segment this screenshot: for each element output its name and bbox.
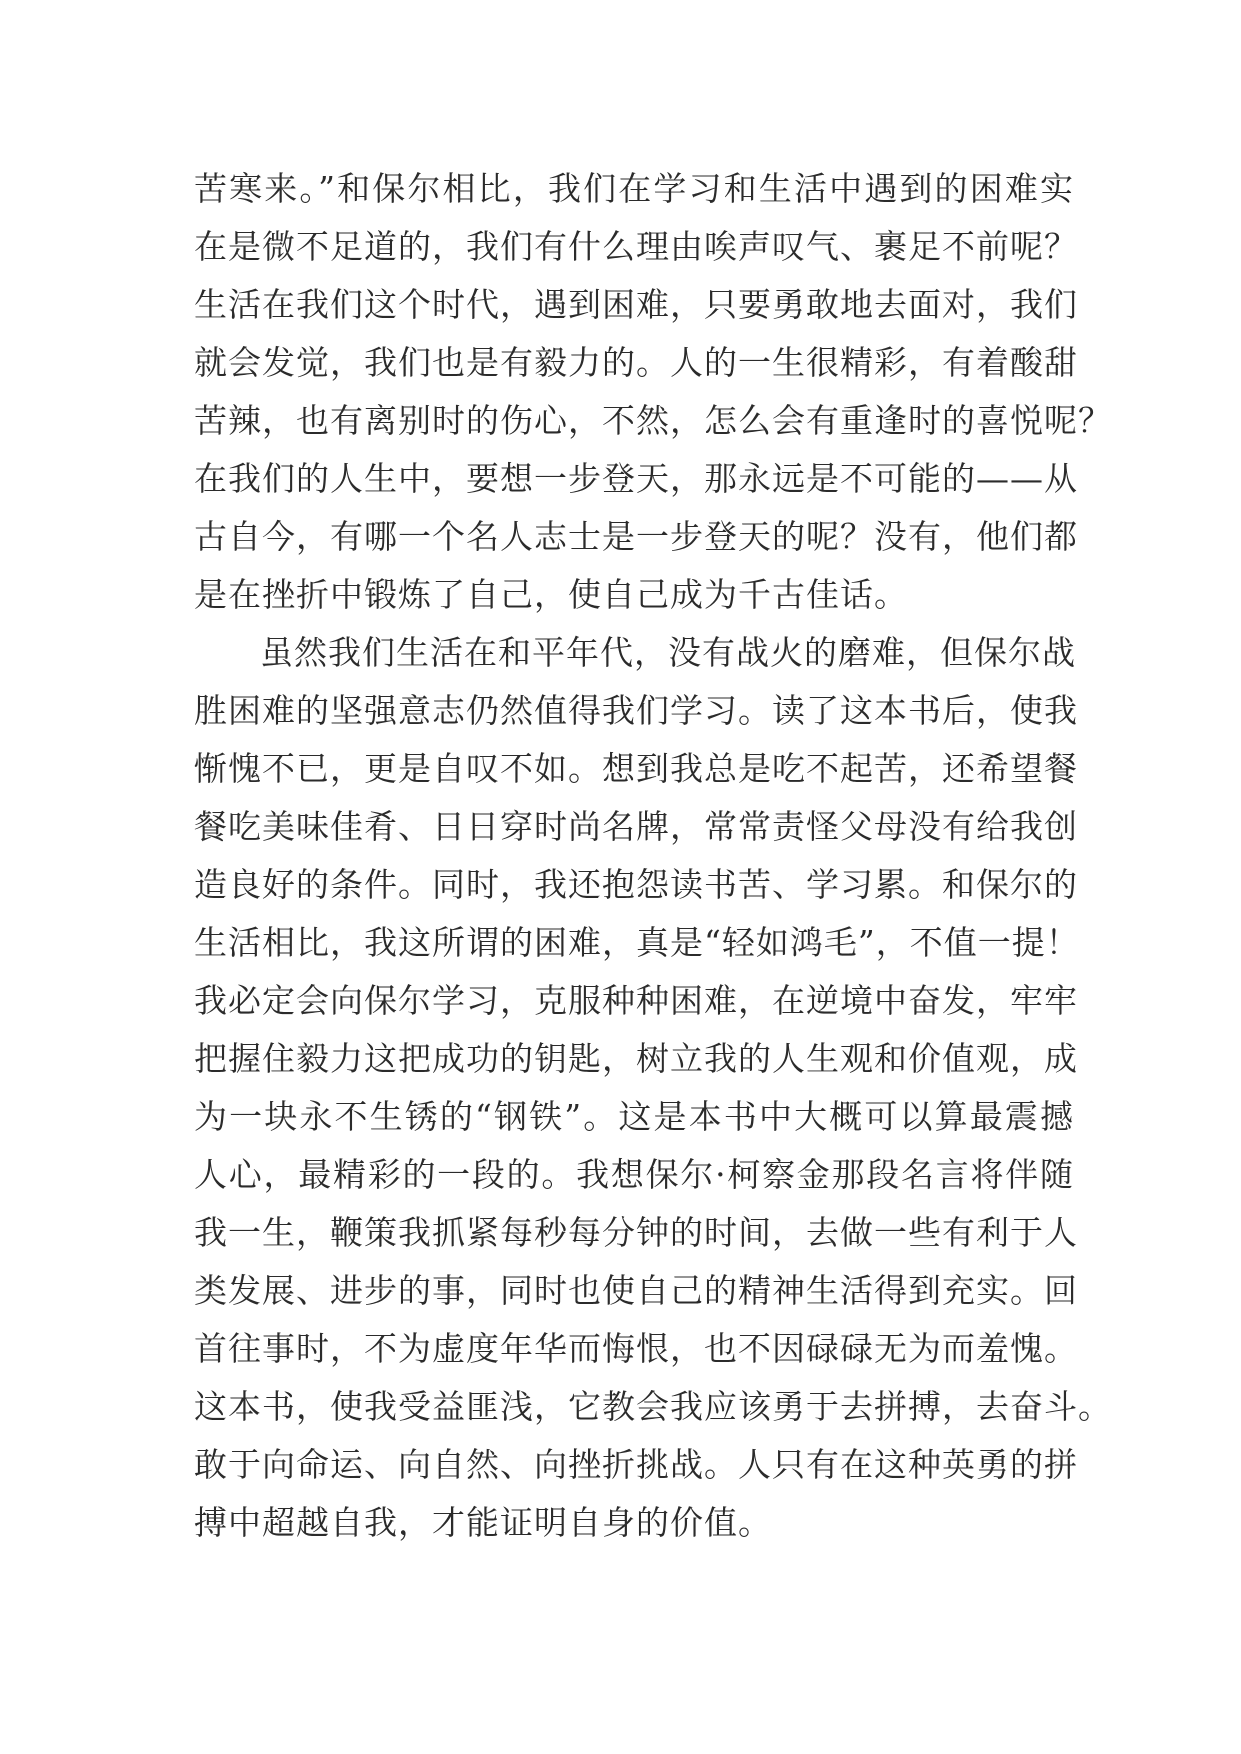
- text-line: 搏中超越自我，才能证明自身的价值。: [194, 1503, 772, 1542]
- text-line: 我一生，鞭策我抓紧每秒每分钟的时间，去做一些有利于人: [194, 1213, 1078, 1252]
- text-line: 敢于向命运、向自然、向挫折挑战。人只有在这种英勇的拼: [194, 1445, 1078, 1484]
- text-line: 就会发觉，我们也是有毅力的。人的一生很精彩，有着酸甜: [194, 343, 1078, 382]
- paragraph-2: [194, 624, 1112, 1552]
- text-line: 我必定会向保尔学习，克服种种困难，在逆境中奋发，牢牢: [194, 981, 1078, 1020]
- text-line: 人心，最精彩的一段的。我想保尔·柯察金那段名言将伴随: [194, 1155, 1074, 1194]
- text-line: 餐吃美味佳肴、日日穿时尚名牌，常常责怪父母没有给我创: [194, 807, 1078, 846]
- text-line: 是在挫折中锻炼了自己，使自己成为千古佳话。: [194, 575, 908, 614]
- text-line: 这本书，使我受益匪浅，它教会我应该勇于去拼搏，去奋斗。: [194, 1387, 1112, 1426]
- text-line: 类发展、进步的事，同时也使自己的精神生活得到充实。回: [194, 1271, 1078, 1310]
- text-line: 生活相比，我这所谓的困难，真是“轻如鸿毛”，不值一提！: [194, 923, 1080, 962]
- text-line: 把握住毅力这把成功的钥匙，树立我的人生观和价值观，成: [194, 1039, 1078, 1078]
- text-line: 在我们的人生中，要想一步登天，那永远是不可能的——从: [194, 459, 1078, 498]
- text-line: 为一块永不生锈的“钢铁”。这是本书中大概可以算最震撼: [194, 1097, 1074, 1136]
- text-line: 在是微不足道的，我们有什么理由唉声叹气、裹足不前呢？: [194, 227, 1078, 266]
- text-line: 生活在我们这个时代，遇到困难，只要勇敢地去面对，我们: [194, 285, 1078, 324]
- text-line: 胜困难的坚强意志仍然值得我们学习。读了这本书后，使我: [194, 691, 1078, 730]
- essay-body: [194, 160, 1112, 1552]
- text-line: 首往事时，不为虚度年华而悔恨，也不因碌碌无为而羞愧。: [194, 1329, 1078, 1368]
- paragraph-1: [194, 160, 1112, 624]
- text-line: 苦辣，也有离别时的伤心，不然，怎么会有重逢时的喜悦呢？: [194, 401, 1112, 440]
- text-line: 虽然我们生活在和平年代，没有战火的磨难，但保尔战: [260, 633, 1076, 672]
- text-line: 古自今，有哪一个名人志士是一步登天的呢？没有，他们都: [194, 517, 1078, 556]
- text-line: 苦寒来。”和保尔相比，我们在学习和生活中遇到的困难实: [194, 169, 1074, 208]
- text-line: 惭愧不已，更是自叹不如。想到我总是吃不起苦，还希望餐: [194, 749, 1078, 788]
- text-line: 造良好的条件。同时，我还抱怨读书苦、学习累。和保尔的: [194, 865, 1078, 904]
